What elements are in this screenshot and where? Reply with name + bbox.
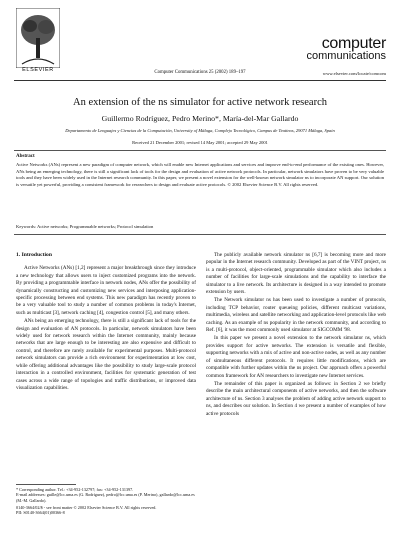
affiliation: Departamento de Lenguajes y Ciencias de la Computación, University of Málaga, Complejo Tecnológico, Campus de Teatinos, 29071 Málaga, Spain (65, 128, 335, 133)
author-list: Guillermo Rodríguez, Pedro Merino*, María-del-Mar Gallardo (101, 114, 299, 123)
pii-line: PII: S0140-3664(01)00366-8 (16, 510, 65, 516)
paragraph: The remainder of this paper is organized as follows: in Section 2 we briefly describe the main architectural components of active networks, and then the software architecture of ns. Section 3 analyses the problem of adding active network support to ns, and describes our solution. In Section 4 we present a number of examples of how active protocols (206, 380, 386, 417)
abstract-text: Active Networks (ANs) represent a new paradigm of computer network, which will enable new Internet applications and services and improve end-to-end performance of the existing ones. However, ANs being an emerging technology, there is still a significant lack of tools for the design and evaluation of active network protocols. In particular, network simulators have proven to be very valuable tools and they have been widely used in the Internet research community. In this paper, we present a novel extension for the well-known network simulator ns to incorporate AN support. Our solution is versatile yet powerful, providing a consistent framework for researchers to design and evaluate active protocols. © 2002 Elsevier Science B.V. All rights reserved. (16, 162, 384, 187)
paragraph: ANs being an emerging technology, there is still a significant lack of tools for the design and evaluation of AN protocols. In particular, network simulators have been widely used for network research within the Internet community, mainly because networks that are large enough to be interesting are also expensive and difficult to control, and therefore are rarely available for experimental purposes. Multi-protocol network simulators can provide a rich environment for experimentation at low cost, while offering additional advantages like the possibility to study large-scale protocol interaction in a controlled environment, facilities for systematic generation of test cases across a wide range of topologies and traffic distributions, or improved data visualization capabilities. (16, 318, 196, 391)
elsevier-tree-logo (16, 8, 60, 68)
journal-citation: Computer Communications 25 (2002) 189–197 (154, 70, 246, 75)
abstract-heading: Abstract (16, 154, 35, 159)
journal-url[interactable]: www.elsevier.com/locate/comcom (322, 71, 386, 76)
header-divider (14, 80, 386, 81)
journal-brand (307, 36, 386, 62)
keywords: Keywords: Active networks; Programmable networks; Protocol simulation (16, 224, 154, 229)
copyright-info (16, 505, 384, 516)
brand-word-communications: communications (306, 50, 386, 62)
brand-word-computer: computer (321, 35, 386, 52)
abstract-top-divider (14, 150, 386, 151)
footnote (16, 487, 196, 503)
publisher-name: ELSEVIER (22, 67, 54, 73)
left-column (16, 252, 196, 393)
paragraph: In this paper we present a novel extension to the network simulator ns, which provides support for active networks. The extension is versatile and flexible, supporting networks with a mix of active and non-active nodes, as well as any number of simultaneous different protocols. It requires little modifications, which are compatible with further updates within the ns project. Our approach offers a powerful common framework for AN researchers to investigate new Internet services. (206, 335, 386, 379)
footnote-corresponding: * Corresponding author. Tel.: +34-952-132797; fax: +34-952-131397. (16, 487, 134, 492)
abstract-bottom-divider (14, 234, 386, 235)
right-column (206, 252, 386, 419)
issn-line: 0140-3664/02/$ - see front matter © 2002 Elsevier Science B.V. All rights reserved. (16, 505, 157, 510)
footnote-email: E-mail addresses: guille@lcc.uma.es (G. Rodríguez), pedro@lcc.uma.es (P. Merino), gallardo@lcc.uma.es (M.-M. Gallardo). (16, 492, 195, 503)
paper-title: An extension of the ns simulator for active network research (73, 97, 327, 108)
received-dates: Received 21 December 2001; revised 14 May 2001; accepted 29 May 2001 (132, 140, 268, 145)
section-heading: 1. Introduction (16, 252, 52, 258)
footnote-divider (16, 484, 76, 485)
paragraph: The Network simulator ns has been used to investigate a number of protocols, including TCP behavior, router queueing policies, different multicast variations, multimedia, wireless and satellite networking and application-level protocols like web caching. As an example of ns popularity in the network community, and according to Ref. [6], it was the most commonly used simulator at SIGCOMM '98. (206, 297, 386, 334)
paragraph: Active Networks (ANs) [1,2] represent a major breakthrough since they introduce a new technology that allows users to inject customized programs into the network. By providing a programmable interface in network nodes, ANs offer the possibility of dynamically constructing and customizing new services and interposing application-specific processing between end systems. This new paradigm has recently proven to be a very valuable tool to study a number of common problems in today's Internet, such as multicast [3], network caching [4], congestion control [5], and many others. (16, 265, 196, 316)
paragraph: The publicly available network simulator ns [6,7] is becoming more and more popular in the Internet research community. Developed as part of the VINT project, ns is a multi-protocol, object-oriented, programmable simulator which also includes a number of facilities for large-scale simulations and the capability to interface the simulator to a live network. Its architecture is designed in a way intended to promote extension by users. (206, 252, 386, 296)
